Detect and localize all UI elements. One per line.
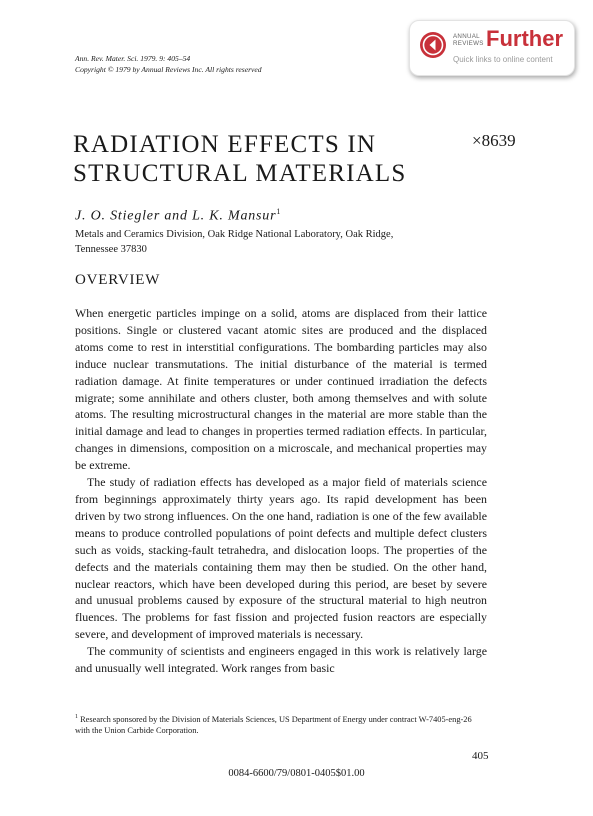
body-text: [75, 305, 487, 677]
authors: [75, 207, 281, 225]
play-circle-icon: [419, 31, 447, 59]
title-line-2: STRUCTURAL MATERIALS: [73, 160, 407, 187]
further-subtitle: Quick links to online content: [453, 55, 553, 64]
page-number: 405: [472, 750, 489, 762]
copyright-line: Copyright © 1979 by Annual Reviews Inc. All rights reserved: [75, 65, 262, 74]
paragraph: The community of scientists and engineers engaged in this work is relatively large and unusually well integrated. Work ranges from basic: [75, 644, 487, 676]
affiliation: [75, 227, 495, 257]
affiliation-line-1: Metals and Ceramics Division, Oak Ridge National Laboratory, Oak Ridge,: [75, 229, 394, 240]
title-line-1: RADIATION EFFECTS IN: [73, 131, 377, 158]
annual-reviews-further-button[interactable]: [409, 20, 575, 76]
paragraph: When energetic particles impinge on a solid, atoms are displaced from their lattice positions. Single or clustered vacant atomic sites are produced and the displaced atoms come to rest in interstitial configurations. The bombarding particles may also induce nuclear transmutations. The initial disturbance of the material is termed radiation damage. At finite temperatures or under continued irradiation the defects migrate; some annihilate and others cluster, both among themselves and with solute atoms. The resulting microstructural changes in the material are more stable than the initial damage and lead to changes in properties termed radiation effects. In particular, changes in dimensions, composition on a microscale, and mechanical properties may be extreme.: [75, 306, 487, 473]
article-code: ×8639: [472, 131, 516, 150]
paragraph: The study of radiation effects has developed as a major field of materials science from beginnings approximately thirty years ago. Its rapid development has been driven by two strong influences. On the one hand, radiation is one of the few available means to produce controlled populations of point defects and multiple defect clusters such as voids, stacking-fault tetrahedra, and dislocation loops. The properties of the defects and the materials containing them may then be studied. On the other hand, nuclear reactors, which have been developed during this period, are beset by severe and unusual problems caused by exposure of the structural material to high neutron fluences. The problems for fast fission and projected fusion reactors are especially severe, and development of improved materials is necessary.: [75, 475, 487, 642]
author-footnote-mark: 1: [276, 207, 282, 216]
journal-citation: Ann. Rev. Mater. Sci. 1979. 9: 405–54: [75, 54, 191, 63]
author-names: J. O. Stiegler and L. K. Mansur: [75, 208, 277, 224]
article-title: [73, 130, 423, 188]
footnote-text: Research sponsored by the Division of Materials Sciences, US Department of Energy under contract W-7405-eng-26 with the Union Carbide Corporation.: [75, 714, 472, 736]
further-title: Further: [486, 26, 563, 51]
footnote: [75, 712, 487, 737]
price-code: 0084-6600/79/0801-0405$01.00: [228, 768, 365, 779]
further-brand-small: ANNUAL REVIEWS: [453, 33, 484, 47]
section-heading: OVERVIEW: [75, 272, 161, 288]
affiliation-line-2: Tennessee 37830: [75, 244, 147, 255]
journal-header: [75, 53, 262, 75]
footnote-mark: 1: [75, 714, 78, 720]
